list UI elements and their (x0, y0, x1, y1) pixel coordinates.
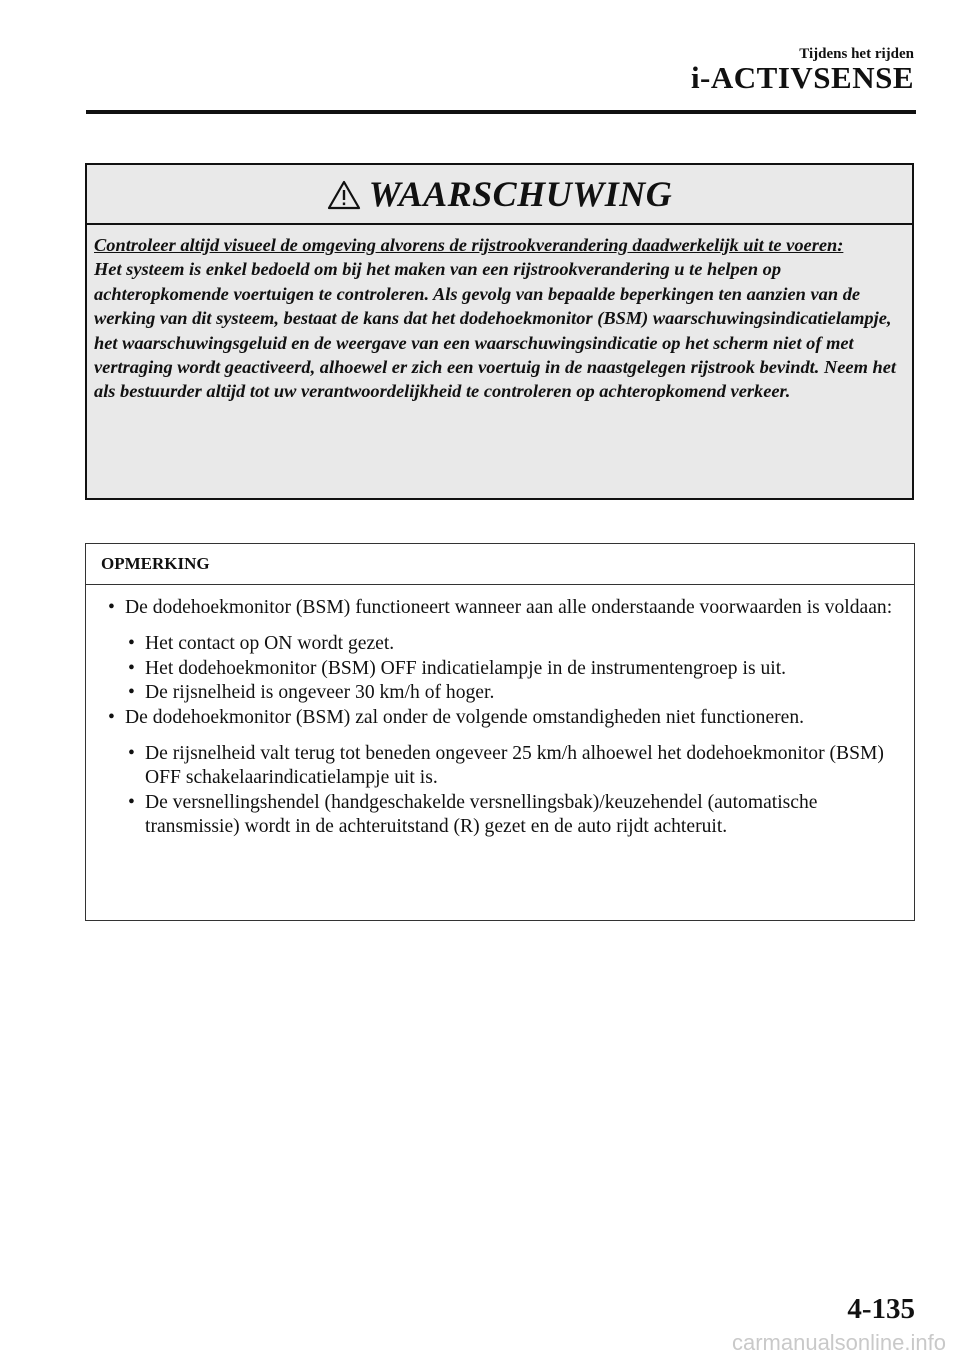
note-subitem (124, 632, 904, 656)
note-subitem-text: Het dodehoekmonitor (BSM) OFF indicatielampje in de instrumentengroep is uit. (145, 657, 787, 679)
warning-title: WAARSCHUWING (368, 174, 673, 214)
bullet: • (128, 791, 135, 813)
note-item-text: De dodehoekmonitor (BSM) functioneert wanneer aan alle onderstaande voorwaarden is voldaan: (125, 597, 893, 618)
note-sublist (104, 742, 904, 840)
warning-triangle-icon (327, 180, 361, 210)
bullet: • (128, 743, 135, 765)
note-subitem (124, 681, 904, 705)
note-sublist (104, 632, 904, 705)
watermark: carmanualsonline.info (731, 1330, 946, 1355)
note-item (104, 706, 904, 730)
note-body (86, 585, 914, 840)
note-subitem-text: De rijsnelheid valt terug tot beneden ongeveer 25 km/h alhoewel het dodehoekmonitor (BSM) OFF schakelaarindicatielampje uit is. (145, 743, 884, 789)
bullet: • (108, 597, 115, 618)
warning-box (85, 163, 914, 500)
page-number: 4-135 (847, 1293, 915, 1325)
warning-header (87, 165, 912, 225)
warning-text: Het systeem is enkel bedoeld om bij het maken van een rijstrookverandering u te helpen op achteropkomende voertuigen te controleren. Als gevolg van bepaalde beperkingen ten aanzien van de werking van dit systeem, bestaat de kans dat het dodehoekmonitor (BSM) waarschuwingsindicatielampje, het waarschuwingsgeluid en de weergave van een waarschuwingsindicatie op het scherm niet of met vertraging wordt geactiveerd, alhoewel er zich een voertuig in de naastgelegen rijstrook bevindt. Neem het als bestuurder altijd tot uw verantwoordelijkheid te controleren op achteropkomend verkeer. (94, 259, 896, 402)
note-box (85, 543, 915, 921)
section-title: Tijdens het rijden (799, 46, 914, 62)
warning-body (87, 225, 912, 404)
note-subitem (124, 742, 904, 791)
bullet: • (108, 706, 115, 728)
chapter-title: i-ACTIVSENSE (690, 60, 914, 95)
note-item (104, 596, 904, 620)
note-header: OPMERKING (86, 544, 914, 585)
note-subitem-text: De rijsnelheid is ongeveer 30 km/h of hoger. (145, 682, 495, 704)
bullet: • (128, 682, 135, 704)
note-item-text: De dodehoekmonitor (BSM) zal onder de volgende omstandigheden niet functioneren. (125, 706, 805, 728)
bullet: • (128, 657, 135, 679)
note-subitem (124, 657, 904, 681)
note-subitem-text: De versnellingshendel (handgeschakelde versnellingsbak)/keuzehendel (automatische transmissie) wordt in de achteruitstand (R) gezet en de auto rijdt achteruit. (145, 791, 818, 838)
note-subitem (124, 791, 904, 840)
bullet: • (128, 633, 135, 655)
note-subitem-text: Het contact op ON wordt gezet. (145, 633, 395, 655)
header-divider (86, 110, 916, 114)
warning-lead: Controleer altijd visueel de omgeving alvorens de rijstrookverandering daadwerkelijk uit te voeren: (94, 235, 844, 255)
